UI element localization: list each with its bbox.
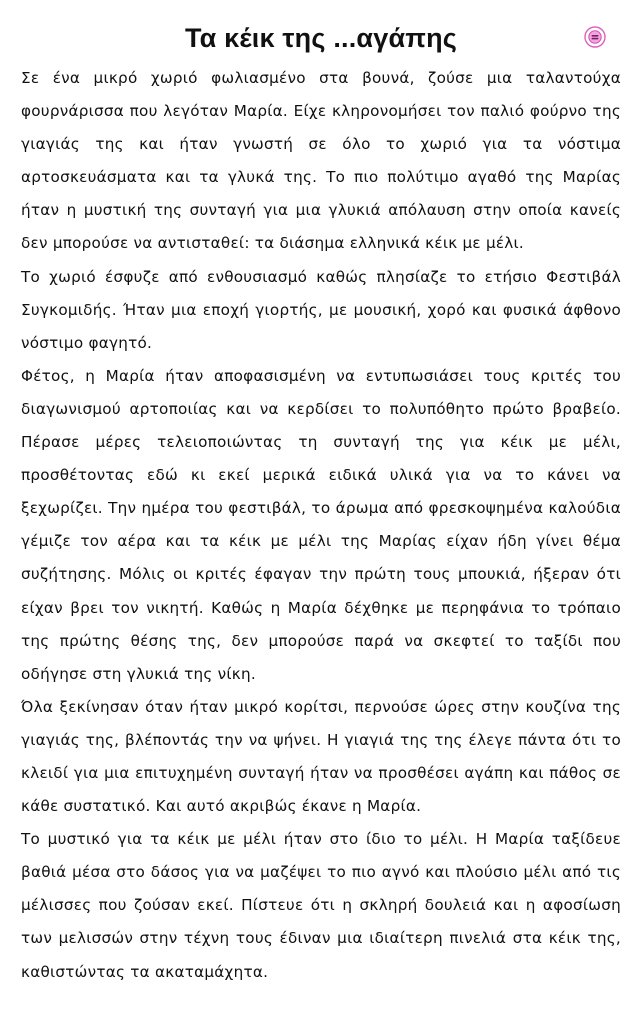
story-paragraph: Το χωριό έσφυζε από ενθουσιασμό καθώς πλησίαζε το ετήσιο Φεστιβάλ Συγκομιδής. Ήταν μια εποχή γιορτής, με μουσική, χορό και φυσικά άφθονο νόστιμο φαγητό. bbox=[21, 267, 621, 352]
story-paragraph: Φέτος, η Μαρία ήταν αποφασισμένη να εντυπωσιάσει τους κριτές του διαγωνισμού αρτοποιίας και να κερδίσει το πολυπόθητο πρώτο βραβείο. Πέρασε μέρες τελειοποιώντας τη συνταγή της για κέικ με μέλι, προσθέτοντας εδώ κι εκεί μερικά ειδικά υλικά για να το κάνει να ξεχωρίζει. Την ημέρα του φεστιβάλ, το άρωμα από φρεσκοψημένα καλούδια γέμιζε τον αέρα και τα κέικ με μέλι της Μαρίας είχαν ήδη γίνει θέμα συζήτησης. Μόλις οι κριτές έφαγαν την πρώτη τους μπουκιά, ήξεραν ότι είχαν βρει τον νικητή. Καθώς η Μαρία δέχθηκε με περηφάνια το τρόπαιο της πρώτης θέσης της, δεν μπορούσε παρά να σκεφτεί το ταξίδι που οδήγησε στη γλυκιά της νίκη. bbox=[21, 366, 621, 683]
cake-badge-icon bbox=[584, 26, 606, 48]
story-body bbox=[21, 62, 621, 989]
page-header bbox=[0, 18, 642, 58]
story-paragraph: Όλα ξεκίνησαν όταν ήταν μικρό κορίτσι, περνούσε ώρες στην κουζίνα της γιαγιάς της, βλέποντάς την να ψήνει. Η γιαγιά της της έλεγε πάντα ότι το κλειδί για μια επιτυχημένη συνταγή ήταν να προσθέσει αγάπη και πάθος σε κάθε συστατικό. Και αυτό ακριβώς έκανε η Μαρία. bbox=[21, 697, 621, 816]
story-paragraph: Το μυστικό για τα κέικ με μέλι ήταν στο ίδιο το μέλι. Η Μαρία ταξίδευε βαθιά μέσα στο δάσος για να μαζέψει το πιο αγνό και πλούσιο μέλι από τις μέλισσες που ζούσαν εκεί. Πίστευε ότι η σκληρή δουλειά και η αφοσίωση των μελισσών στην τέχνη τους έδιναν μια ιδιαίτερη πινελιά στα κέικ της, καθιστώντας τα ακαταμάχητα. bbox=[21, 830, 621, 981]
page-title: Τα κέικ της ...αγάπης bbox=[184, 23, 458, 53]
story-paragraph: Σε ένα μικρό χωριό φωλιασμένο στα βουνά, ζούσε μια ταλαντούχα φουρνάρισσα που λεγόταν Μαρία. Είχε κληρονομήσει τον παλιό φούρνο της γιαγιάς της και ήταν γνωστή σε όλο το χωριό για τα νόστιμα αρτοσκευάσματα και τα γλυκά της. Το πιο πολύτιμο αγαθό της Μαρίας ήταν η μυστική της συνταγή για μια γλυκιά απόλαυση στην οποία κανείς δεν μπορούσε να αντισταθεί: τα διάσημα ελληνικά κέικ με μέλι. bbox=[21, 69, 621, 253]
